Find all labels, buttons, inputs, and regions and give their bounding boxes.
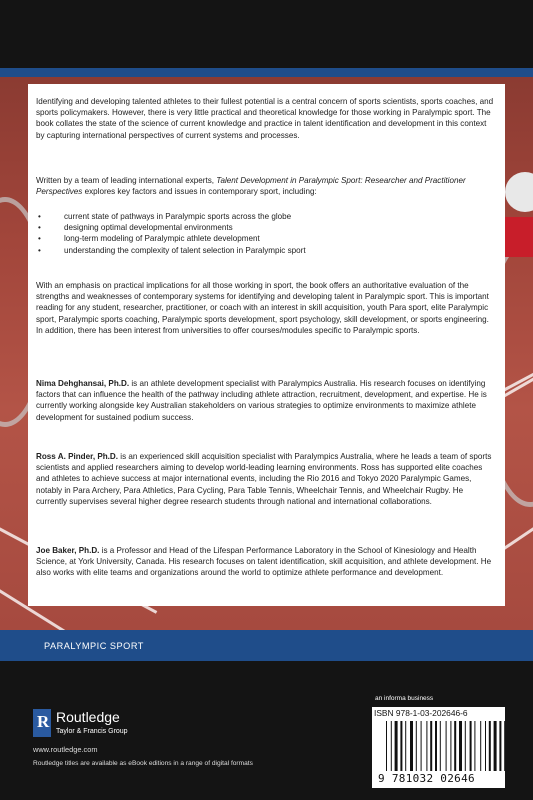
author-bio-1 [36,378,496,423]
author-degree: , Ph.D. [74,546,100,555]
author-name: Joe Baker [36,546,75,555]
author-bio-text: is an experienced skill acquisition specialist with Paralympics Australia, where he leads a team of sports scientists and applied researchers aiming to develop world-leading learning environments. Ross has supported elite coaches and athletes to achieve success at major international events, including the Rio 2016 and Tokyo 2020 Paralympic Games, notably in Para Archery, Para Athletics, Para Cycling, Para Table Tennis, Wheelchair Tennis, and Wheelchair Rugby. He currently supervises several higher degree research students through national and international collaborations. [36,452,492,506]
book-title-italic: Talent Development in Paralympic Sport: Researcher and Practitioner Perspectives [36,176,466,197]
author-bio-text: is a Professor and Head of the Lifespan Performance Laboratory in the School of Kinesiology and Health Science, at York University, Canada. His research focuses on talent identification, skill acquisition, and athlete development. He also works with elite teams and organizations around the world to optimize athlete performance and development. [36,546,492,578]
key-topics-list [36,211,496,256]
top-blue-stripe [0,68,533,77]
author-name: Ross A. Pinder [36,452,93,461]
author-bio-3 [36,545,496,579]
publisher-name: Routledge [56,709,120,725]
barcode-digits: 9 781032 02646 [378,772,475,785]
author-name: Nima Dehghansai [36,379,104,388]
blurb-paragraph-1: Identifying and developing talented athletes to their fullest potential is a central concern of sports scientists, sports coaches, and sports policymakers. However, there is very little practical and theoretical knowledge for those working in Paralympic sport. The book collates the state of the science of current knowledge and practice in talent identification and development in this context by capturing international perspectives of current systems and processes. [36,97,494,140]
publisher-url: www.routledge.com [33,745,98,754]
logo-letter: R [37,712,50,731]
top-black-band [0,0,533,68]
author-degree: , Ph.D. [92,452,119,461]
isbn-text: ISBN 978-1-03-202646-6 [374,708,468,718]
informa-tagline: an informa business [375,695,434,702]
blurb-p2-intro: Written by a team of leading international experts, [36,176,217,185]
list-item: • designing optimal developmental environments [36,222,496,233]
author-bio-2 [36,451,496,507]
publisher-group: Taylor & Francis Group [56,728,128,735]
ebook-note: Routledge titles are available as eBook editions in a range of digital formats [33,760,253,767]
description-panel [28,84,505,606]
blurb-paragraph-2 [36,175,496,197]
list-item: • long-term modeling of Paralympic athlete development [36,233,496,244]
list-item: • understanding the complexity of talent selection in Paralympic sport [36,245,496,256]
list-item: • current state of pathways in Paralympic sports across the globe [36,211,496,222]
blurb-paragraph-3: With an emphasis on practical implications for all those working in sport, the book offers an authoritative evaluation of the strengths and weaknesses of contemporary systems for identifying and developing talent in Paralympic sport. This is important reading for any student, researcher, practitioner, or coach with an interest in skill acquisition, youth Para sport, elite Paralympic sport, Paralympic sports coaching, Paralympic sports development, sport psychology, skill development, or sports engineering. In addition, there has been interest from universities to offer courses/modules specific to Paralympic sports. [36,281,489,335]
author-degree: , Ph.D. [103,379,130,388]
routledge-logo-icon [33,709,51,737]
author-bio-text: is an athlete development specialist with Paralympics Australia. His research focuses on identifying factors that can influence the health of the pathway including athlete attraction, recruitment, development, and expertise. He is currently working alongside key Australian stakeholders on various strategies to optimize environments to maximize athlete development for sustained podium success. [36,379,487,422]
blurb-p2-outro: explores key factors and issues in contemporary sport, including: [82,187,317,197]
series-label: PARALYMPIC SPORT [44,641,144,651]
